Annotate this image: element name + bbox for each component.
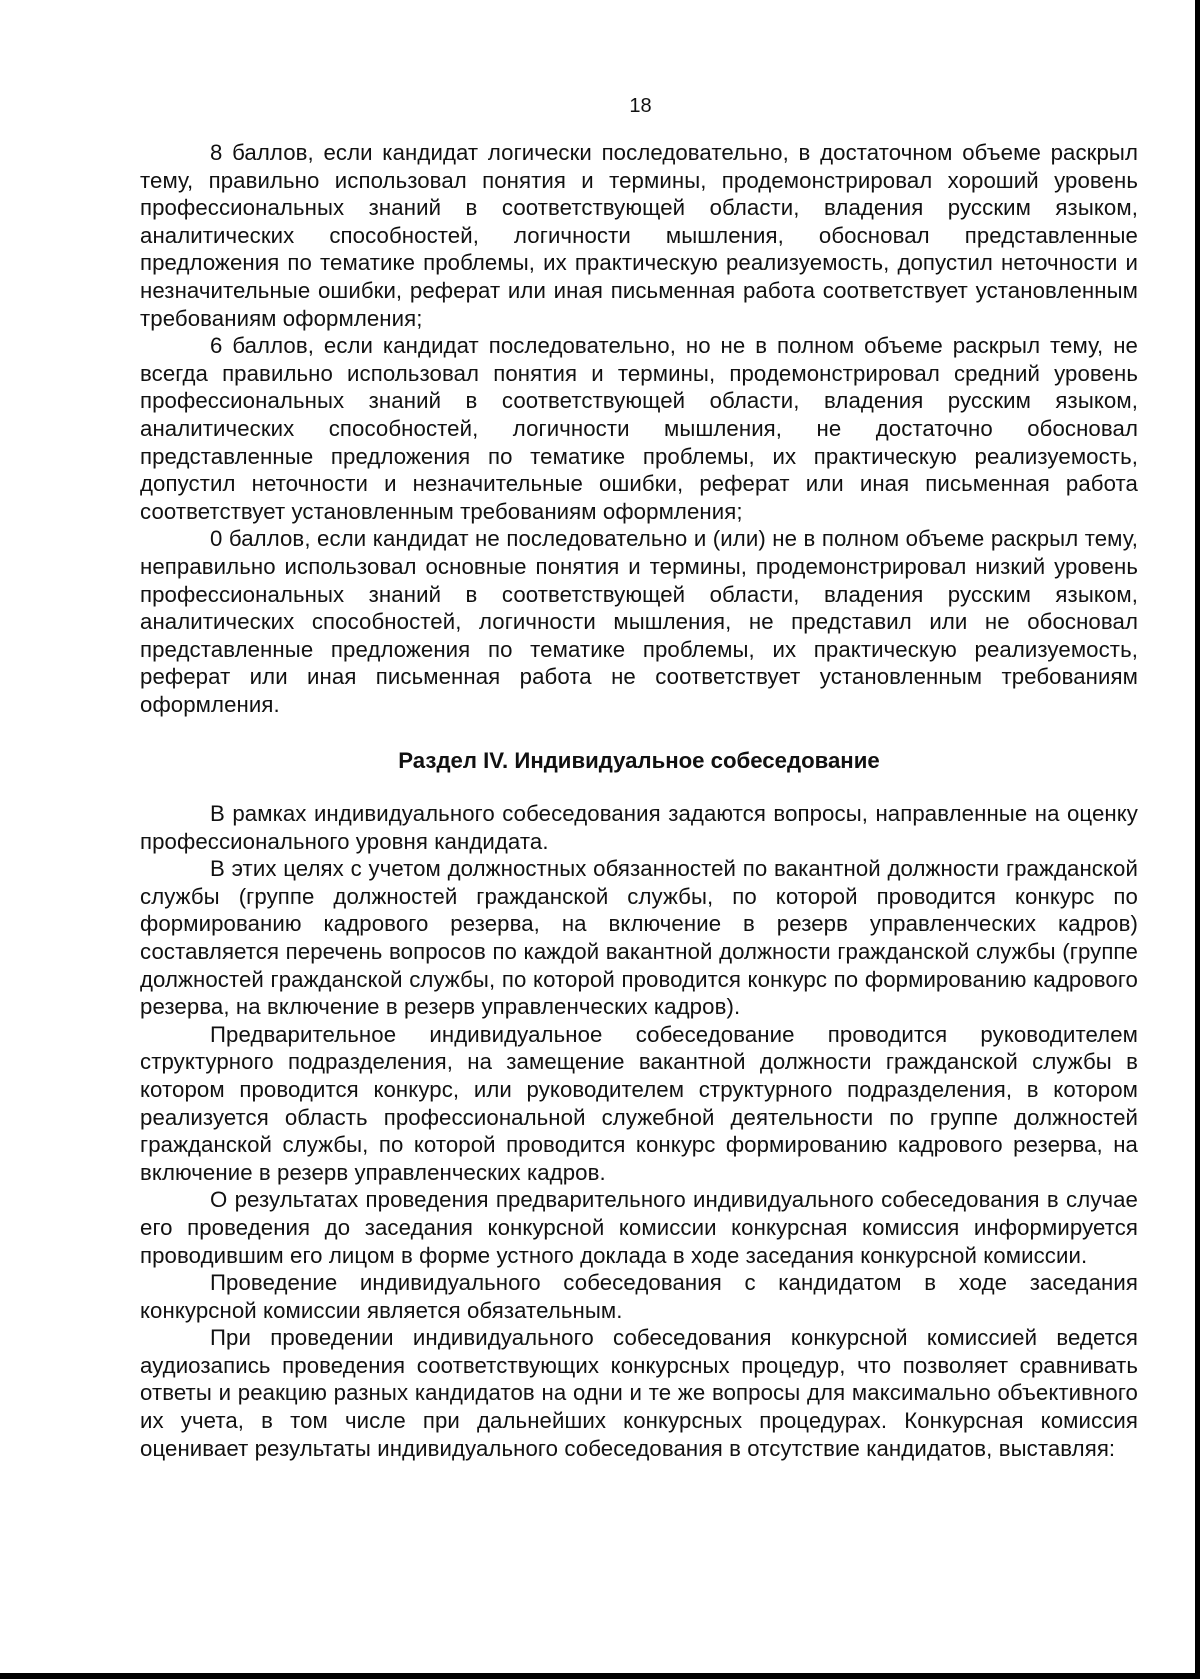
section-heading: Раздел IV. Индивидуальное собеседование <box>398 748 880 773</box>
paragraph-interview-intro: В рамках индивидуального собеседования задаются вопросы, направленные на оценку профессионального уровня кандидата. <box>140 801 1138 854</box>
paragraph-preliminary-interview: Предварительное индивидуальное собеседование проводится руководителем структурного подразделения, на замещение вакантной должности гражданской службы в котором проводится конкурс, или руководителем структурного подразделения, в котором реализуется область профессиональной служебной деятельности по группе должностей гражданской службы, по которой проводится конкурс формированию кадрового резерва, на включение в резерв управленческих кадров. <box>140 1021 1138 1185</box>
scan-border-bottom <box>0 1673 1200 1679</box>
interview-section-text <box>140 800 1138 1462</box>
paragraph-8-points: 8 баллов, если кандидат логически последовательно, в достаточном объеме раскрыл тему, правильно использовал понятия и термины, продемонстрировал хороший уровень профессиональных знаний в соответствующей области, владения русским языком, аналитических способностей, логичности мышления, обосновал представленные предложения по тематике проблемы, их практическую реализуемость, допустил неточности и незначительные ошибки, реферат или иная письменная работа соответствует установленным требованиям оформления; <box>140 140 1138 331</box>
scan-border-right <box>1195 0 1200 1679</box>
paragraph-interview-mandatory: Проведение индивидуального собеседования с кандидатом в ходе заседания конкурсной комиссии является обязательным. <box>140 1270 1138 1323</box>
paragraph-audio-recording: При проведении индивидуального собеседования конкурсной комиссией ведется аудиозапись проведения соответствующих конкурсных процедур, что позволяет сравнивать ответы и реакцию разных кандидатов на одни и те же вопросы для максимально объективного их учета, в том числе при дальнейших конкурсных процедурах. Конкурсная комиссия оценивает результаты индивидуального собеседования в отсутствие кандидатов, выставляя: <box>140 1325 1138 1461</box>
paragraph-question-list: В этих целях с учетом должностных обязанностей по вакантной должности гражданской службы (группе должностей гражданской службы, по которой проводится конкурс по формированию кадрового резерва, на включение в резерв управленческих кадров) составляется перечень вопросов по каждой вакантной должности гражданской службы (группе должностей гражданской службы, по которой проводится конкурс по формированию кадрового резерва, на включение в резерв управленческих кадров). <box>140 856 1138 1020</box>
paragraph-interview-results: О результатах проведения предварительного индивидуального собеседования в случае его проведения до заседания конкурсной комиссии конкурсная комиссия информируется проводившим его лицом в форме устного доклада в ходе заседания конкурсной комиссии. <box>140 1187 1138 1268</box>
scoring-criteria-text <box>140 139 1138 718</box>
page-number: 18 <box>629 95 652 117</box>
paragraph-6-points: 6 баллов, если кандидат последовательно, но не в полном объеме раскрыл тему, не всегда правильно использовал понятия и термины, продемонстрировал средний уровень профессиональных знаний в соответствующей области, владения русским языком, аналитических способностей, логичности мышления, не достаточно обосновал представленные предложения по тематике проблемы, их практическую реализуемость, допустил неточности и незначительные ошибки, реферат или иная письменная работа соответствует установленным требованиям оформления; <box>140 333 1138 524</box>
paragraph-0-points: 0 баллов, если кандидат не последовательно и (или) не в полном объеме раскрыл тему, неправильно использовал основные понятия и термины, продемонстрировал низкий уровень профессиональных знаний в соответствующей области, владения русским языком, аналитических способностей, логичности мышления, не представил или не обосновал представленные предложения по тематике проблемы, их практическую реализуемость, реферат или иная письменная работа не соответствует установленным требованиям оформления. <box>140 526 1138 717</box>
